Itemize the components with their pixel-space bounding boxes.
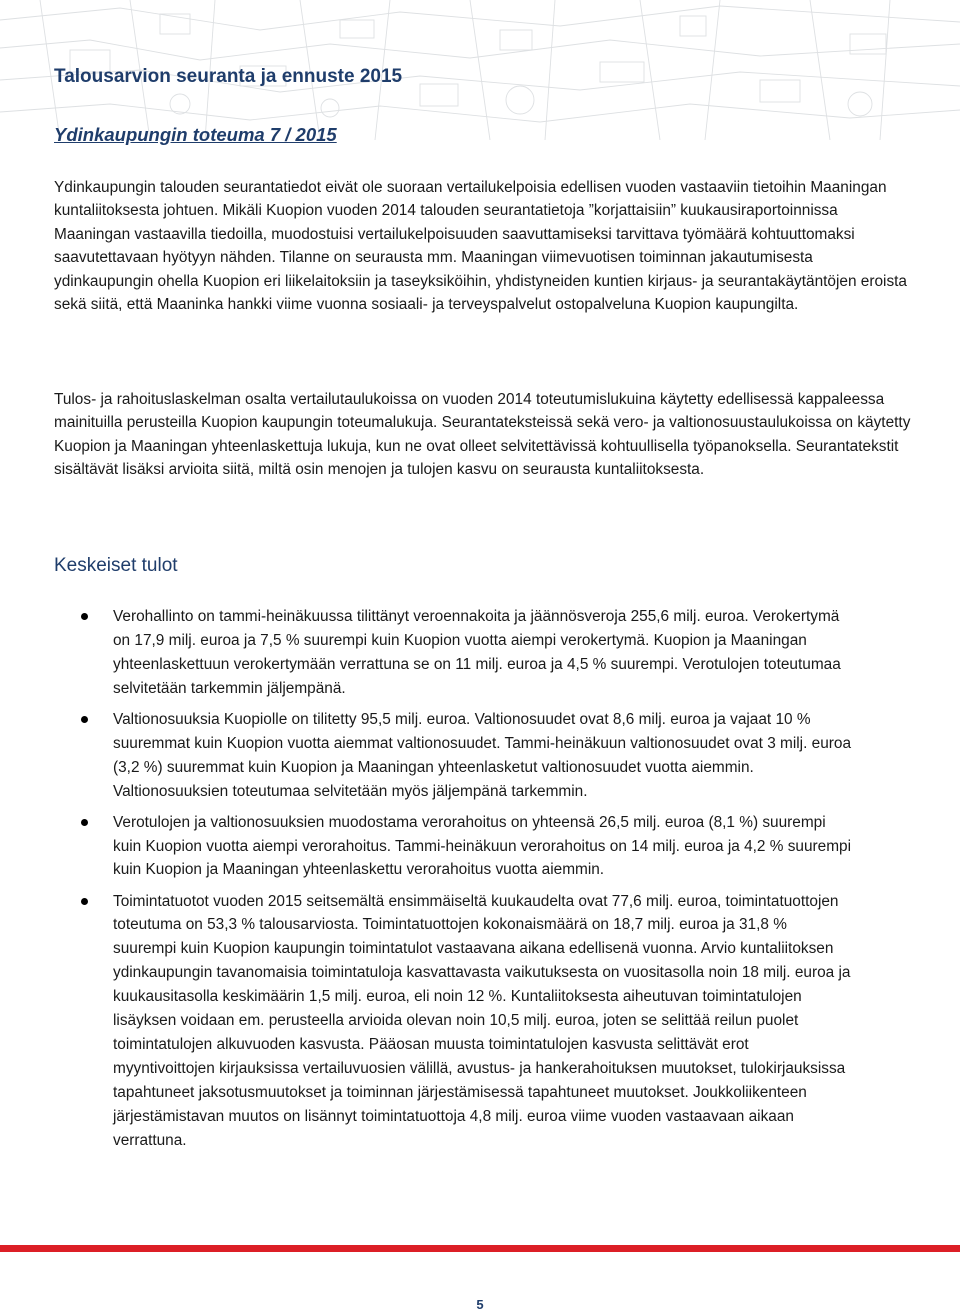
bullet-dot-icon (81, 716, 88, 723)
page-number-text: 5 (476, 1297, 484, 1312)
list-item-text: Toimintatuotot vuoden 2015 seitsemältä ensimmäiseltä kuukaudelta ovat 77,6 milj. euroa, toimintatuottojen toteutuma on 53,3 % talousarviosta. Toimintatuottojen kokonaismäärä on 18,7 milj. euroa ja 31,8 % suurempi kuin Kuopion kaupungin toimintatulot vastaavana aikana edellisenä vuonna. Arvio kuntaliitoksen ydinkaupungin tavanomaisia toimintatuloja kasvattavasta vaikutuksesta on vuositasolla noin 18 milj. euroa ja kuukausitasolla keskimäärin 1,5 milj. euroa, eli noin 12 %. Kuntaliitoksesta aiheutuvan toimintatulojen lisäyksen voidaan em. perusteella arvioida olevan noin 10,5 milj. euroa, joten se selittää reilun puolet toimintatulojen alkuvuoden kasvusta. Pääosan muusta toimintatulojen kasvusta selittävät erot myyntivoittojen kirjauksissa vertailuvuosien välillä, avustus- ja hankerahoituksen muutokset, tulokirjauksissa tapahtuneet jaksotusmuutokset ja toiminnan järjestämisessä tapahtuneet muutokset. Joukkoliikenteen järjestämistavan muutos on lisännyt toimintatuottoja 4,8 milj. euroa viime vuoden vastaavaan aikaan verrattuna. (113, 892, 851, 1149)
document-subtitle: Ydinkaupungin toteuma 7 / 2015 (54, 124, 337, 145)
list-item (54, 605, 854, 701)
document-title: Talousarvion seuranta ja ennuste 2015 (54, 66, 403, 87)
footer-divider-bar (0, 1245, 960, 1252)
bullet-dot-icon (81, 819, 88, 826)
key-revenue-list (54, 605, 854, 1160)
intro-paragraph: Ydinkaupungin talouden seurantatiedot eivät ole suoraan vertailukelpoisia edellisen vuoden vastaaviin tietoihin Maaningan kuntaliitoksesta johtuen. Mikäli Kuopion vuoden 2014 talouden seurantatietoja ”korjattaisiin” kuukausiraportoinnissa Maaningan vastaavilla tiedoilla, muodostuisi vertailukelpoisuuden saavuttamiseksi tarvittava työmäärä kohtuuttomaksi saavutettavaan hyötyyn nähden. Tilanne on seurausta mm. Maaningan viimevuotisen toiminnan jakautumisesta ydinkaupungin ohella Kuopion eri liikelaitoksiin ja taseyksiköihin, yhdistyneiden kuntien kirjaus- ja seurantakäytäntöjen eroista sekä siitä, että Maaninka hankki viime vuonna sosiaali- ja terveyspalvelut ostopalveluna Kuopion kaupungilta. (54, 179, 907, 314)
list-item (54, 708, 854, 804)
list-item-text: Verohallinto on tammi-heinäkuussa tilittänyt veroennakoita ja jäännösveroja 255,6 milj. euroa. Verokertymä on 17,9 milj. euroa ja 7,5 % suurempi kuin Kuopion vuotta aiempi verokertymä. Kuopion ja Maaningan yhteenlaskettuun verokertymään verrattuna se on 11 milj. euroa ja 4,5 % suurempi. Verotulojen toteutumaa selvitetään tarkemmin jäljempänä. (113, 608, 841, 697)
list-item (54, 890, 854, 1153)
list-item-text: Verotulojen ja valtionosuuksien muodostama verorahoitus on yhteensä 26,5 milj. euroa (8,1 %) suurempi kuin Kuopion vuotta aiempi verorahoitus. Tammi-heinäkuun verorahoitus on 14 milj. euroa ja 4,2 % suurempi kuin Kuopion ja Maaningan yhteenlaskettu verorahoitus vuotta aiemmin. (113, 813, 852, 879)
list-item-text: Valtionosuuksia Kuopiolle on tilitetty 95,5 milj. euroa. Valtionosuudet ovat 8,6 milj. euroa ja vajaat 10 % suuremmat kuin Kuopion vuotta aiemmat valtionosuudet. Tammi-heinäkuun valtionosuudet ovat 3 milj. euroa (3,2 %) suuremmat kuin Kuopion ja Maaningan yhteenlasketut valtionosuudet vuotta aiemmin. Valtionosuuksien toteutumaa selvitetään myös jäljempänä tarkemmin. (113, 710, 852, 800)
section-heading: Keskeiset tulot (54, 555, 178, 576)
bullet-dot-icon (81, 613, 88, 620)
page-number (0, 1297, 960, 1312)
bullet-dot-icon (81, 898, 88, 905)
method-paragraph: Tulos- ja rahoituslaskelman osalta vertailutaulukoissa on vuoden 2014 toteutumislukuina käytetty edellisessä kappaleessa mainituilla perusteilla Kuopion kaupungin toteumalukuja. Seurantateksteissä sekä vero- ja valtionosuustaulukoissa on käytetty Kuopion ja Maaningan yhteenlaskettuja lukuja, kun ne ovat olleet selvitettävissä kohtuullisella työpanoksella. Seurantatekstit sisältävät lisäksi arvioita siitä, miltä osin menojen ja tulojen kasvu on seurausta kuntaliitoksesta. (54, 391, 911, 479)
list-item (54, 811, 854, 883)
